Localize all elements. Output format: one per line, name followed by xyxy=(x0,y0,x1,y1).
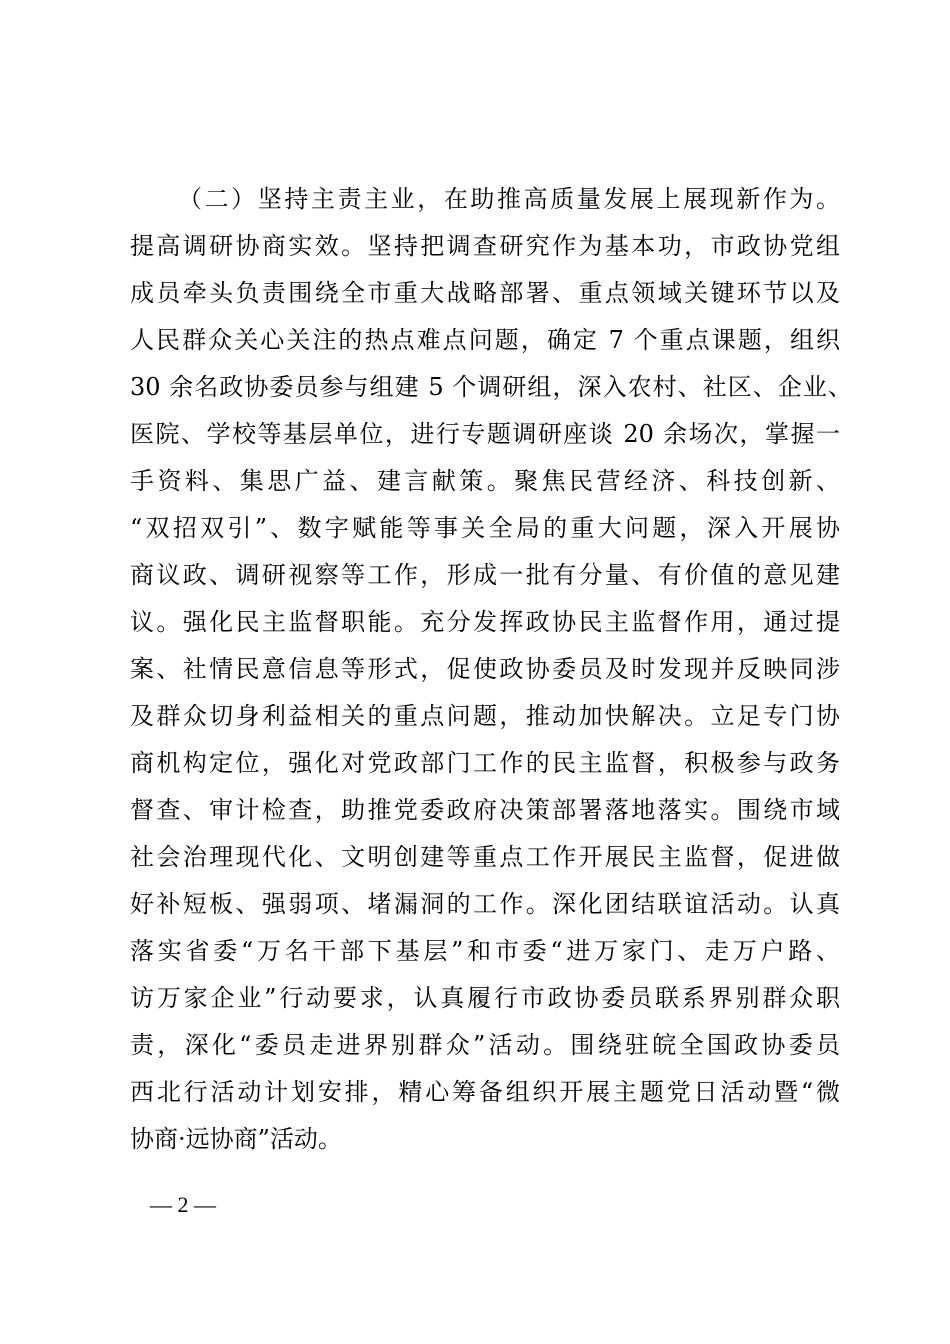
body-text-line: 落实省委“万名干部下基层”和市委“进万家门、走万户路、 xyxy=(130,937,840,965)
body-text-line: 好补短板、强弱项、堵漏洞的工作。深化团结联谊活动。认真 xyxy=(130,890,840,918)
body-text-line: 人民群众关心关注的热点难点问题，确定 7 个重点课题，组织 xyxy=(130,326,840,354)
body-text-line: 手资料、集思广益、建言献策。聚焦民营经济、科技创新、 xyxy=(130,467,840,495)
body-text-line: 医院、学校等基层单位，进行专题调研座谈 20 余场次，掌握一 xyxy=(130,420,840,448)
body-text-line: 商机构定位，强化对党政部门工作的民主监督，积极参与政务 xyxy=(130,749,840,777)
body-text-line: 访万家企业”行动要求，认真履行市政协委员联系界别群众职 xyxy=(130,984,840,1012)
body-text-line: 议。强化民主监督职能。充分发挥政协民主监督作用，通过提 xyxy=(130,608,840,636)
page-number: — 2 — xyxy=(150,1192,216,1217)
body-text-line-last: 协商·远协商”活动。 xyxy=(130,1125,342,1153)
body-text-line: “双招双引”、数字赋能等事关全局的重大问题，深入开展协 xyxy=(130,514,840,542)
body-text-line: 督查、审计检查，助推党委政府决策部署落地落实。围绕市域 xyxy=(130,796,840,824)
body-text-line: 社会治理现代化、文明创建等重点工作开展民主监督，促进做 xyxy=(130,843,840,871)
body-text-line: 成员牵头负责围绕全市重大战略部署、重点领域关键环节以及 xyxy=(130,279,840,307)
body-text-line: 30 余名政协委员参与组建 5 个调研组，深入农村、社区、企业、 xyxy=(130,373,852,401)
section-heading-line: （二）坚持主责主业，在助推高质量发展上展现新作为。 xyxy=(178,185,840,213)
body-text-line: 提高调研协商实效。坚持把调查研究作为基本功，市政协党组 xyxy=(130,232,840,260)
body-text-line: 案、社情民意信息等形式，促使政协委员及时发现并反映同涉 xyxy=(130,655,840,683)
body-text-line: 责，深化“委员走进界别群众”活动。围绕驻皖全国政协委员 xyxy=(130,1031,840,1059)
body-text-line: 商议政、调研视察等工作，形成一批有分量、有价值的意见建 xyxy=(130,561,840,589)
body-text-line: 及群众切身利益相关的重点问题，推动加快解决。立足专门协 xyxy=(130,702,840,730)
body-text-line: 西北行活动计划安排，精心筹备组织开展主题党日活动暨“微 xyxy=(130,1078,840,1106)
